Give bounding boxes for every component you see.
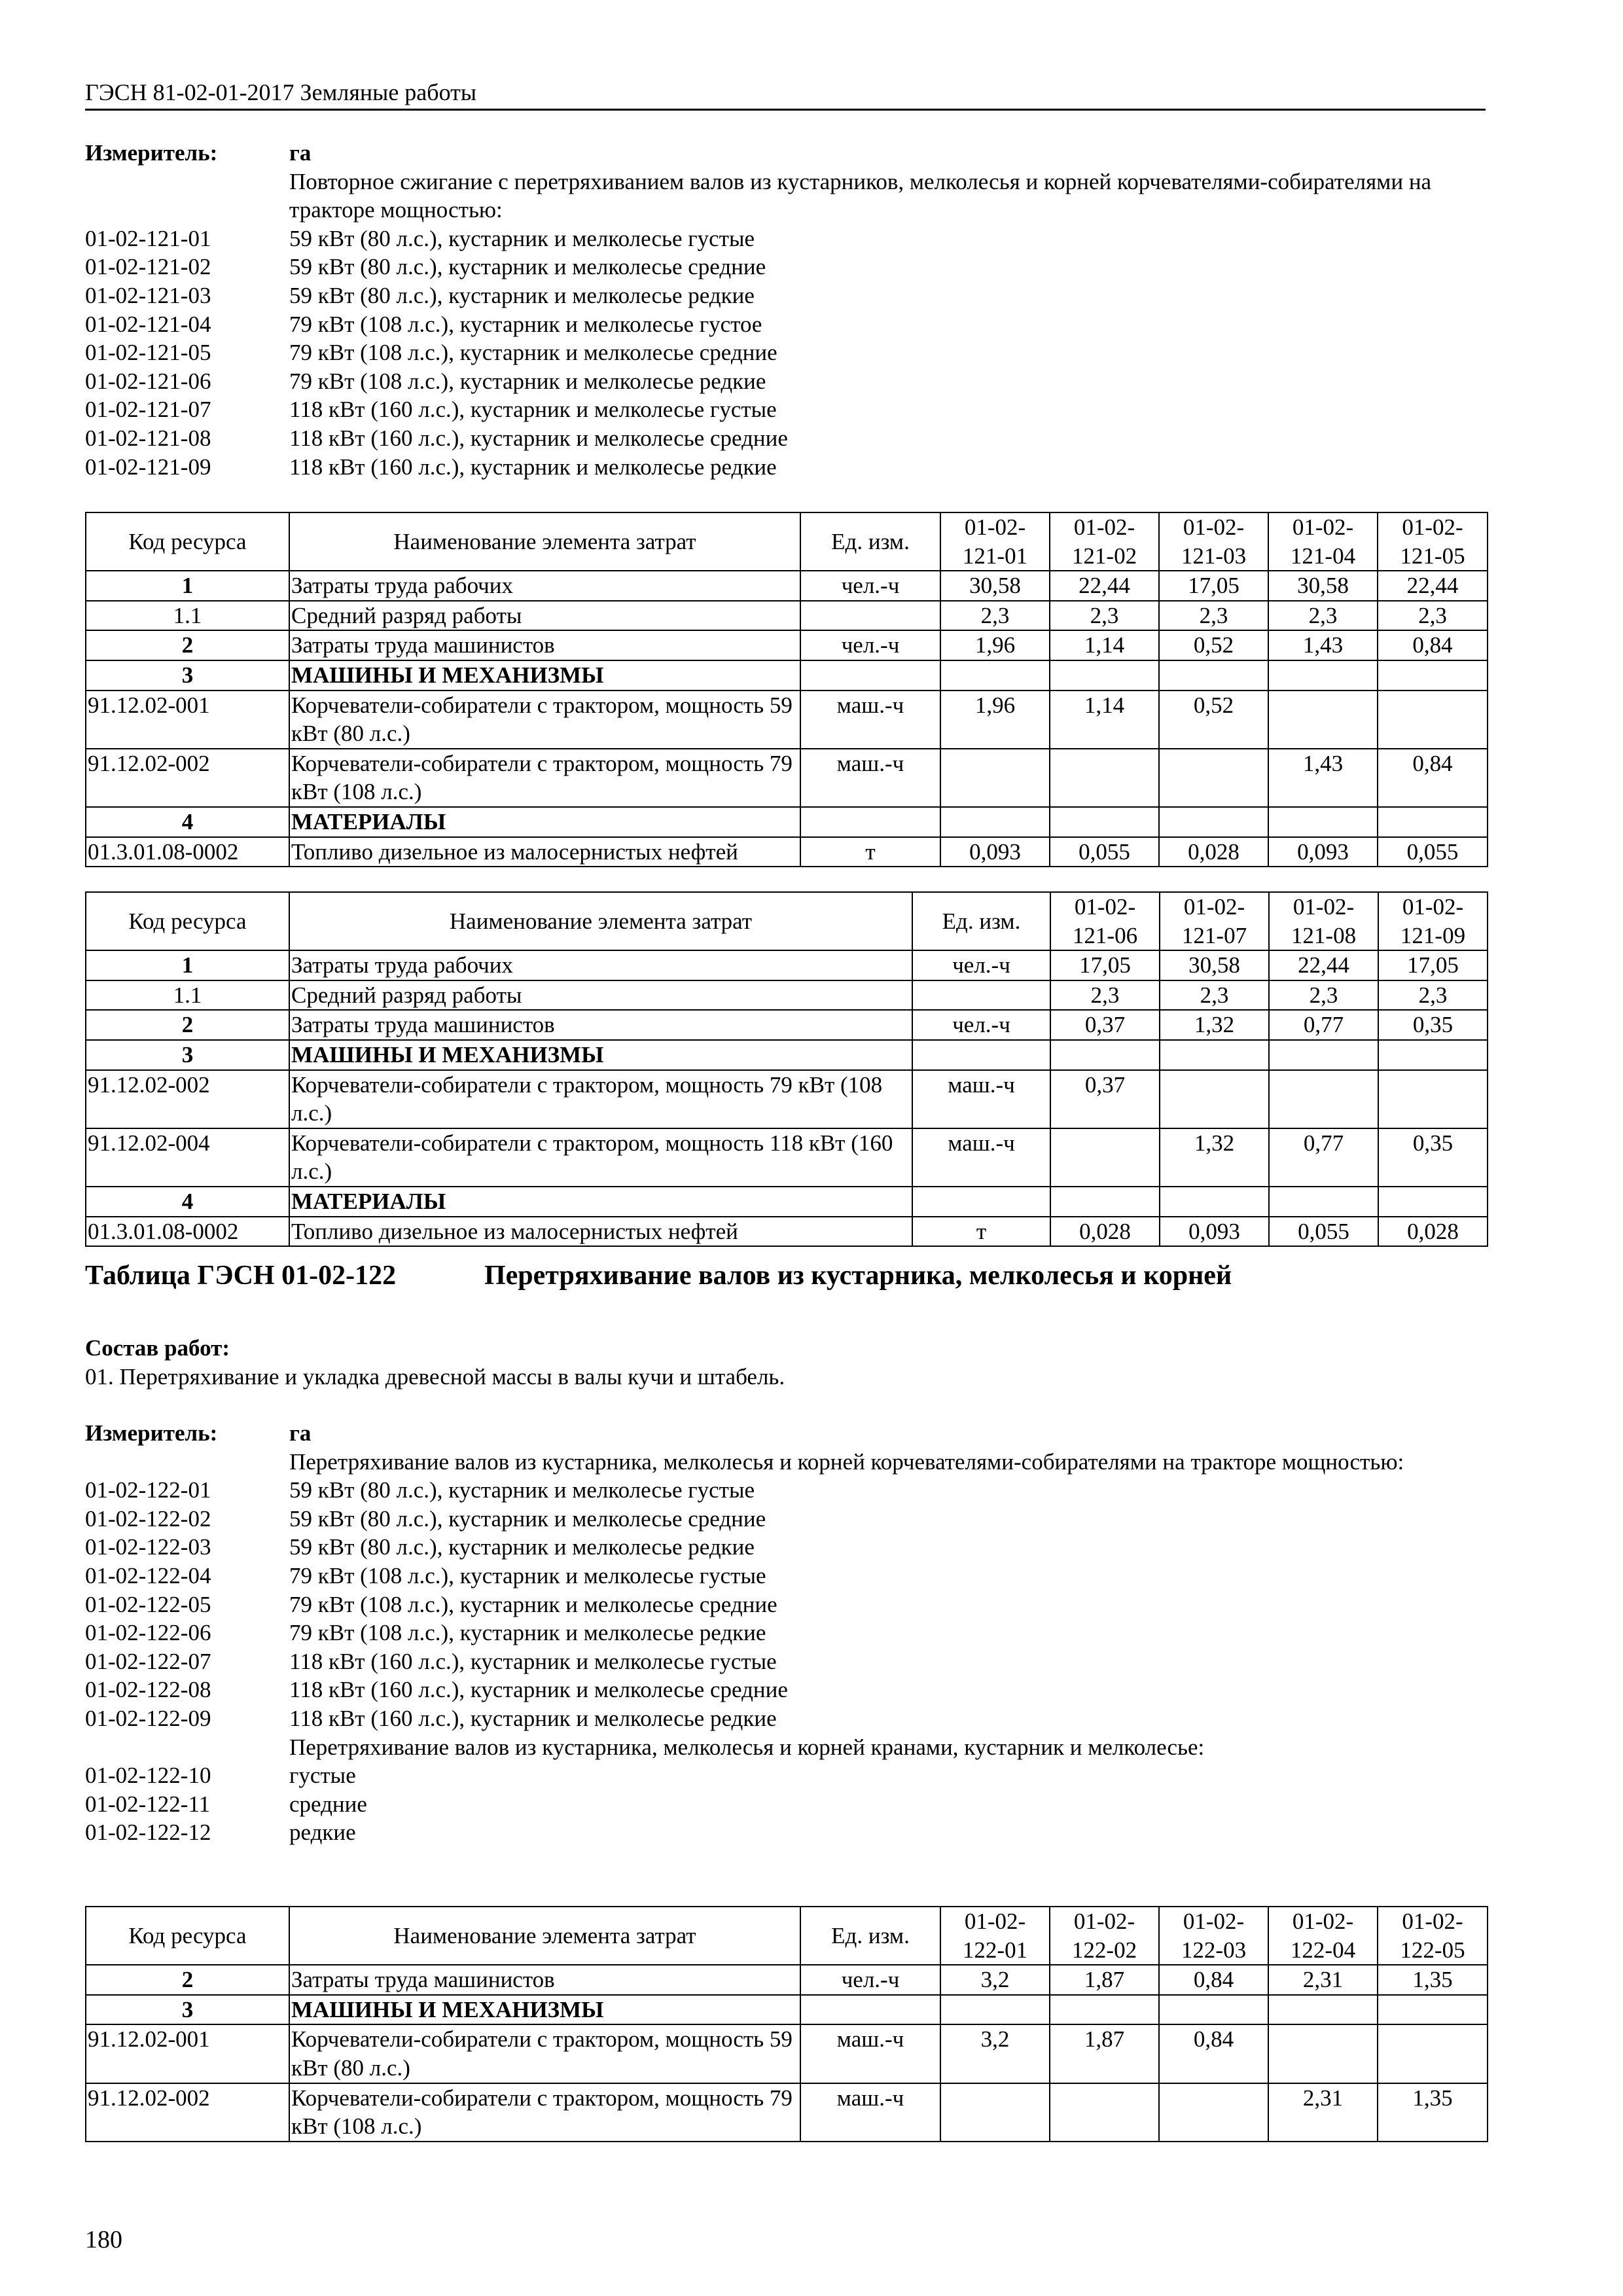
resource-value-cell: 22,44 [1269, 950, 1378, 980]
norm-code: 01-02-121-03 [85, 282, 211, 308]
resource-unit-cell [912, 980, 1050, 1011]
table-header-row [86, 1907, 1488, 1965]
resource-value-cell [940, 1995, 1050, 2025]
resource-value-cell: 22,44 [1050, 571, 1159, 601]
norm-code: 01-02-122-01 [85, 1477, 211, 1503]
col-unit-header: Ед. изм. [800, 512, 940, 571]
resource-value-cell: 0,84 [1378, 630, 1488, 660]
resource-code-cell: 1.1 [86, 980, 289, 1011]
col-norm-header: 01-02- 121-01 [940, 512, 1050, 571]
norm-list-item [85, 1590, 1492, 1619]
resource-value-cell: 0,52 [1159, 630, 1268, 660]
norm-description: 59 кВт (80 л.с.), кустарник и мелколесье средние [289, 254, 766, 280]
norm-description: 59 кВт (80 л.с.), кустарник и мелколесье редкие [289, 1534, 755, 1560]
norm-list-item [85, 1790, 1492, 1819]
col-norm-header: 01-02- 121-08 [1269, 892, 1378, 950]
resource-name-cell: Корчеватели-собиратели с трактором, мощность 79 кВт (108 л.с.) [289, 2083, 800, 2142]
resource-value-cell: 1,87 [1050, 1965, 1159, 1995]
norm-description: 118 кВт (160 л.с.), кустарник и мелколесье средние [289, 1677, 788, 1703]
resource-value-cell: 1,32 [1160, 1128, 1269, 1187]
measure-label: Измеритель: [85, 140, 218, 166]
resource-value-cell: 1,32 [1160, 1010, 1269, 1040]
table-row [86, 571, 1488, 601]
resource-value-cell: 2,3 [1050, 601, 1159, 631]
resource-unit-cell: маш.-ч [800, 2024, 940, 2083]
resource-code-cell: 1 [86, 950, 289, 980]
resource-value-cell [1050, 2083, 1159, 2142]
norm-code: 01-02-121-01 [85, 225, 211, 251]
resource-name-cell: Корчеватели-собиратели с трактором, мощность 79 кВт (108 л.с.) [289, 749, 800, 807]
norm-code: 01-02-122-04 [85, 1562, 211, 1588]
norm-code: 01-02-121-04 [85, 311, 211, 337]
resource-value-cell [1160, 1070, 1269, 1128]
table-row [86, 691, 1488, 749]
resource-unit-cell: маш.-ч [800, 2083, 940, 2142]
resource-name-cell: Корчеватели-собиратели с трактором, мощность 118 кВт (160 л.с.) [289, 1128, 912, 1187]
resource-value-cell: 0,77 [1269, 1128, 1378, 1187]
norm-code: 01-02-121-07 [85, 397, 211, 423]
resource-value-cell: 0,093 [1268, 837, 1378, 867]
table-row [86, 749, 1488, 807]
col-unit-header: Ед. изм. [800, 1907, 940, 1965]
resource-value-cell [1050, 660, 1159, 691]
resource-value-cell [1378, 1040, 1488, 1070]
norm-list-item [85, 424, 1492, 453]
table-row [86, 1187, 1488, 1217]
norm-description: 59 кВт (80 л.с.), кустарник и мелколесье средние [289, 1505, 766, 1532]
norm-list-item [85, 1704, 1492, 1733]
col-norm-header: 01-02- 121-06 [1050, 892, 1160, 950]
measure-block-121 [85, 139, 1492, 481]
resource-value-cell: 0,84 [1378, 749, 1488, 807]
resource-value-cell: 2,3 [1050, 980, 1160, 1011]
resource-value-cell: 1,96 [940, 630, 1050, 660]
resource-value-cell [1378, 2024, 1488, 2083]
col-norm-header: 01-02- 122-02 [1050, 1907, 1159, 1965]
resource-code-cell: 2 [86, 1010, 289, 1040]
resource-unit-cell: т [800, 837, 940, 867]
resource-value-cell [1050, 749, 1159, 807]
norm-description: 59 кВт (80 л.с.), кустарник и мелколесье густые [289, 225, 755, 251]
table-row [86, 1995, 1488, 2025]
norm-code: 01-02-121-09 [85, 454, 211, 480]
norm-list-item [85, 1533, 1492, 1562]
norm-list-item [85, 281, 1492, 310]
norm-description: 79 кВт (108 л.с.), кустарник и мелколесье густые [289, 1562, 766, 1588]
resource-unit-cell: чел.-ч [800, 1965, 940, 1995]
table-122-title [85, 1260, 1232, 1291]
resource-name-cell: МАШИНЫ И МЕХАНИЗМЫ [289, 1995, 800, 2025]
norm-list-item [85, 395, 1492, 424]
norm-description: 79 кВт (108 л.с.), кустарник и мелколесье густое [289, 311, 762, 337]
resource-value-cell [1050, 1995, 1159, 2025]
table-row [86, 950, 1488, 980]
resource-unit-cell [800, 1995, 940, 2025]
measure-unit: га [289, 1420, 312, 1446]
norm-code: 01-02-121-06 [85, 368, 211, 394]
resource-name-cell: МАТЕРИАЛЫ [289, 1187, 912, 1217]
resource-value-cell [1269, 1187, 1378, 1217]
resource-value-cell [1268, 660, 1378, 691]
resource-value-cell [1160, 1187, 1269, 1217]
norm-description: 79 кВт (108 л.с.), кустарник и мелколесье редкие [289, 368, 766, 394]
col-code-header: Код ресурса [86, 1907, 289, 1965]
resource-name-cell: Топливо дизельное из малосернистых нефтей [289, 837, 800, 867]
resource-code-cell: 3 [86, 1040, 289, 1070]
resource-value-cell [1159, 749, 1268, 807]
resource-name-cell: Затраты труда рабочих [289, 571, 800, 601]
norm-list-item [85, 1761, 1492, 1790]
resource-value-cell: 30,58 [1268, 571, 1378, 601]
resource-code-cell: 91.12.02-001 [86, 2024, 289, 2083]
resource-value-cell: 0,35 [1378, 1128, 1488, 1187]
resource-value-cell [1378, 1995, 1488, 2025]
measure-label: Измеритель: [85, 1420, 218, 1446]
resource-name-cell: Средний разряд работы [289, 980, 912, 1011]
resource-value-cell: 3,2 [940, 1965, 1050, 1995]
norm-code: 01-02-122-10 [85, 1763, 211, 1789]
resource-value-cell [1268, 2024, 1378, 2083]
resource-value-cell [1050, 1187, 1160, 1217]
table-row [86, 630, 1488, 660]
resource-name-cell: Корчеватели-собиратели с трактором, мощность 59 кВт (80 л.с.) [289, 2024, 800, 2083]
resource-code-cell: 1 [86, 571, 289, 601]
norm-description: 59 кВт (80 л.с.), кустарник и мелколесье густые [289, 1477, 755, 1503]
resource-value-cell [1268, 1995, 1378, 2025]
norm-code: 01-02-122-03 [85, 1534, 211, 1560]
table-row [86, 1217, 1488, 1247]
norm-list-item [85, 1619, 1492, 1647]
resource-unit-cell: маш.-ч [912, 1128, 1050, 1187]
resource-name-cell: Затраты труда машинистов [289, 630, 800, 660]
norm-description: густые [289, 1763, 356, 1789]
col-norm-header: 01-02- 121-02 [1050, 512, 1159, 571]
resource-value-cell [1159, 660, 1268, 691]
resource-value-cell: 22,44 [1378, 571, 1488, 601]
resource-code-cell: 91.12.02-004 [86, 1128, 289, 1187]
col-name-header: Наименование элемента затрат [289, 1907, 800, 1965]
resource-value-cell [1050, 1128, 1160, 1187]
measure-intro: Перетряхивание валов из кустарника, мелколесья и корней корчевателями-собирателями на тракторе мощностью: [289, 1448, 1404, 1475]
resource-value-cell: 0,055 [1269, 1217, 1378, 1247]
resource-name-cell: Корчеватели-собиратели с трактором, мощность 59 кВт (80 л.с.) [289, 691, 800, 749]
norm-list-122 [85, 1476, 1492, 1732]
resource-unit-cell: маш.-ч [800, 691, 940, 749]
resource-code-cell: 01.3.01.08-0002 [86, 1217, 289, 1247]
resource-name-cell: Топливо дизельное из малосернистых нефтей [289, 1217, 912, 1247]
resource-value-cell [1268, 807, 1378, 837]
resource-code-cell: 91.12.02-002 [86, 2083, 289, 2142]
resource-value-cell: 30,58 [940, 571, 1050, 601]
resource-value-cell: 1,43 [1268, 630, 1378, 660]
resource-value-cell: 0,028 [1378, 1217, 1488, 1247]
resource-code-cell: 4 [86, 807, 289, 837]
norm-code: 01-02-121-05 [85, 340, 211, 366]
resource-value-cell [1378, 1070, 1488, 1128]
norm-description: редкие [289, 1820, 356, 1846]
resource-value-cell [1378, 691, 1488, 749]
resource-code-cell: 91.12.02-002 [86, 1070, 289, 1128]
norm-description: 79 кВт (108 л.с.), кустарник и мелколесье редкие [289, 1620, 766, 1646]
resource-value-cell: 0,52 [1159, 691, 1268, 749]
resource-value-cell: 2,3 [1160, 980, 1269, 1011]
resource-code-cell: 3 [86, 660, 289, 691]
col-name-header: Наименование элемента затрат [289, 512, 800, 571]
resource-name-cell: Затраты труда рабочих [289, 950, 912, 980]
resource-value-cell: 1,14 [1050, 630, 1159, 660]
resource-unit-cell: маш.-ч [912, 1070, 1050, 1128]
resource-code-cell: 01.3.01.08-0002 [86, 837, 289, 867]
resource-value-cell [1378, 807, 1488, 837]
resource-value-cell [940, 807, 1050, 837]
norm-description: 79 кВт (108 л.с.), кустарник и мелколесье средние [289, 1591, 777, 1617]
col-norm-header: 01-02- 122-04 [1268, 1907, 1378, 1965]
norm-list-item [85, 310, 1492, 339]
resource-unit-cell: маш.-ч [800, 749, 940, 807]
norm-description: 118 кВт (160 л.с.), кустарник и мелколесье средние [289, 425, 788, 451]
resource-value-cell: 2,3 [1378, 601, 1488, 631]
resource-value-cell: 0,093 [940, 837, 1050, 867]
resource-code-cell: 2 [86, 630, 289, 660]
resource-value-cell: 0,028 [1159, 837, 1268, 867]
col-code-header: Код ресурса [86, 892, 289, 950]
resource-value-cell: 0,093 [1160, 1217, 1269, 1247]
resource-name-cell: МАШИНЫ И МЕХАНИЗМЫ [289, 1040, 912, 1070]
resource-code-cell: 2 [86, 1965, 289, 1995]
resource-value-cell: 17,05 [1159, 571, 1268, 601]
resource-code-cell: 3 [86, 1995, 289, 2025]
resource-unit-cell [800, 807, 940, 837]
composition-label: Состав работ: [85, 1335, 230, 1361]
resource-name-cell: Затраты труда машинистов [289, 1965, 800, 1995]
resource-value-cell [1378, 1187, 1488, 1217]
norm-code: 01-02-122-11 [85, 1791, 211, 1817]
norm-description: 118 кВт (160 л.с.), кустарник и мелколесье густые [289, 1648, 777, 1674]
measure-intro: Повторное сжигание с перетряхиванием валов из кустарников, мелколесья и корней корчевателями-собирателями на тракторе мощностью: [289, 168, 1432, 223]
table-header-row [86, 512, 1488, 571]
resource-value-cell: 0,028 [1050, 1217, 1160, 1247]
col-norm-header: 01-02- 121-07 [1160, 892, 1269, 950]
norm-list-item [85, 367, 1492, 396]
resource-value-cell: 1,96 [940, 691, 1050, 749]
norm-code: 01-02-122-05 [85, 1591, 211, 1617]
resource-code-cell: 91.12.02-002 [86, 749, 289, 807]
norm-list-item [85, 453, 1492, 482]
norm-list-item [85, 1676, 1492, 1704]
norm-list-item [85, 1818, 1492, 1847]
resource-unit-cell [912, 1040, 1050, 1070]
resource-name-cell: МАШИНЫ И МЕХАНИЗМЫ [289, 660, 800, 691]
norm-code: 01-02-122-09 [85, 1705, 211, 1731]
resource-value-cell: 1,87 [1050, 2024, 1159, 2083]
norm-list-item [85, 1647, 1492, 1676]
running-header: ГЭСН 81-02-01-2017 Земляные работы [85, 77, 1486, 111]
resource-value-cell: 0,84 [1159, 1965, 1268, 1995]
resource-name-cell: Корчеватели-собиратели с трактором, мощность 79 кВт (108 л.с.) [289, 1070, 912, 1128]
resource-value-cell [940, 2083, 1050, 2142]
resource-unit-cell: чел.-ч [800, 571, 940, 601]
table-row [86, 980, 1488, 1011]
norm-description: 118 кВт (160 л.с.), кустарник и мелколесье редкие [289, 454, 777, 480]
resource-name-cell: Затраты труда машинистов [289, 1010, 912, 1040]
resource-value-cell: 2,3 [940, 601, 1050, 631]
resource-value-cell: 0,35 [1378, 1010, 1488, 1040]
resource-code-cell: 4 [86, 1187, 289, 1217]
table-122-number: Таблица ГЭСН 01-02-122 [85, 1261, 397, 1291]
norm-list-item [85, 338, 1492, 367]
resource-value-cell [1269, 1040, 1378, 1070]
resource-unit-cell: т [912, 1217, 1050, 1247]
resource-table-121-06-09 [85, 891, 1488, 1247]
resource-value-cell [1050, 1040, 1160, 1070]
resource-value-cell: 0,055 [1378, 837, 1488, 867]
col-norm-header: 01-02- 121-03 [1159, 512, 1268, 571]
resource-value-cell [1159, 2083, 1268, 2142]
resource-value-cell: 0,37 [1050, 1070, 1160, 1128]
col-norm-header: 01-02- 121-05 [1378, 512, 1488, 571]
table-row [86, 1010, 1488, 1040]
table-row [86, 1965, 1488, 1995]
resource-value-cell: 2,3 [1378, 980, 1488, 1011]
norm-list-121 [85, 224, 1492, 481]
norm-list-item [85, 1562, 1492, 1590]
table-row [86, 1070, 1488, 1128]
resource-table-121-01-05 [85, 512, 1488, 867]
resource-name-cell: МАТЕРИАЛЫ [289, 807, 800, 837]
resource-unit-cell [800, 660, 940, 691]
table-row [86, 2083, 1488, 2142]
resource-value-cell [1268, 691, 1378, 749]
norm-code: 01-02-121-08 [85, 425, 211, 451]
resource-value-cell: 1,14 [1050, 691, 1159, 749]
col-name-header: Наименование элемента затрат [289, 892, 912, 950]
norm-code: 01-02-122-02 [85, 1505, 211, 1532]
table-header-row [86, 892, 1488, 950]
resource-code-cell: 1.1 [86, 601, 289, 631]
resource-value-cell: 0,37 [1050, 1010, 1160, 1040]
resource-value-cell: 0,77 [1269, 1010, 1378, 1040]
resource-value-cell: 0,055 [1050, 837, 1159, 867]
resource-value-cell: 0,84 [1159, 2024, 1268, 2083]
norm-description: 118 кВт (160 л.с.), кустарник и мелколесье редкие [289, 1705, 777, 1731]
table-row [86, 2024, 1488, 2083]
norm-code: 01-02-122-12 [85, 1820, 211, 1846]
composition-item: 01. Перетряхивание и укладка древесной массы в валы кучи и штабель. [85, 1363, 785, 1390]
norm-description: 79 кВт (108 л.с.), кустарник и мелколесье средние [289, 340, 777, 366]
col-code-header: Код ресурса [86, 512, 289, 571]
table-row [86, 660, 1488, 691]
work-composition [85, 1334, 1492, 1391]
table-122-name: Перетряхивание валов из кустарника, мелколесья и корней [484, 1261, 1232, 1291]
col-norm-header: 01-02- 122-01 [940, 1907, 1050, 1965]
norm-code: 01-02-122-07 [85, 1648, 211, 1674]
norm-list-item [85, 1505, 1492, 1534]
norm-description: 118 кВт (160 л.с.), кустарник и мелколесье густые [289, 397, 777, 423]
page-number: 180 [85, 2226, 122, 2253]
table-row [86, 601, 1488, 631]
table-row [86, 837, 1488, 867]
table-row [86, 1128, 1488, 1187]
resource-value-cell: 30,58 [1160, 950, 1269, 980]
resource-value-cell [1378, 660, 1488, 691]
resource-value-cell [940, 660, 1050, 691]
measure-unit: га [289, 140, 312, 166]
col-norm-header: 01-02- 122-03 [1159, 1907, 1268, 1965]
resource-unit-cell [912, 1187, 1050, 1217]
measure-intro-cranes: Перетряхивание валов из кустарника, мелколесья и корней кранами, кустарник и мелколесье: [289, 1734, 1205, 1760]
measure-block-122 [85, 1419, 1492, 1847]
resource-value-cell: 17,05 [1050, 950, 1160, 980]
resource-unit-cell [800, 601, 940, 631]
resource-value-cell [940, 749, 1050, 807]
resource-code-cell: 91.12.02-001 [86, 691, 289, 749]
resource-value-cell: 17,05 [1378, 950, 1488, 980]
norm-list-item [85, 224, 1492, 253]
resource-value-cell [1050, 807, 1159, 837]
table-row [86, 807, 1488, 837]
table-row [86, 1040, 1488, 1070]
resource-value-cell: 2,31 [1268, 2083, 1378, 2142]
norm-code: 01-02-122-08 [85, 1677, 211, 1703]
resource-value-cell: 3,2 [940, 2024, 1050, 2083]
resource-value-cell: 2,31 [1268, 1965, 1378, 1995]
resource-value-cell: 2,3 [1159, 601, 1268, 631]
resource-name-cell: Средний разряд работы [289, 601, 800, 631]
norm-list-122-cranes [85, 1761, 1492, 1847]
resource-value-cell: 1,43 [1268, 749, 1378, 807]
norm-description: средние [289, 1791, 367, 1817]
col-norm-header: 01-02- 121-04 [1268, 512, 1378, 571]
resource-value-cell: 2,3 [1268, 601, 1378, 631]
norm-code: 01-02-122-06 [85, 1620, 211, 1646]
norm-description: 59 кВт (80 л.с.), кустарник и мелколесье редкие [289, 282, 755, 308]
resource-value-cell [1160, 1040, 1269, 1070]
resource-value-cell: 1,35 [1378, 1965, 1488, 1995]
resource-value-cell [1159, 1995, 1268, 2025]
resource-value-cell: 1,35 [1378, 2083, 1488, 2142]
col-norm-header: 01-02- 122-05 [1378, 1907, 1488, 1965]
resource-value-cell [1269, 1070, 1378, 1128]
resource-unit-cell: чел.-ч [800, 630, 940, 660]
resource-unit-cell: чел.-ч [912, 1010, 1050, 1040]
resource-value-cell: 2,3 [1269, 980, 1378, 1011]
resource-table-122-01-05 [85, 1906, 1488, 2142]
col-norm-header: 01-02- 121-09 [1378, 892, 1488, 950]
norm-list-item [85, 253, 1492, 281]
resource-value-cell [1159, 807, 1268, 837]
resource-unit-cell: чел.-ч [912, 950, 1050, 980]
norm-code: 01-02-121-02 [85, 254, 211, 280]
norm-list-item [85, 1476, 1492, 1505]
col-unit-header: Ед. изм. [912, 892, 1050, 950]
